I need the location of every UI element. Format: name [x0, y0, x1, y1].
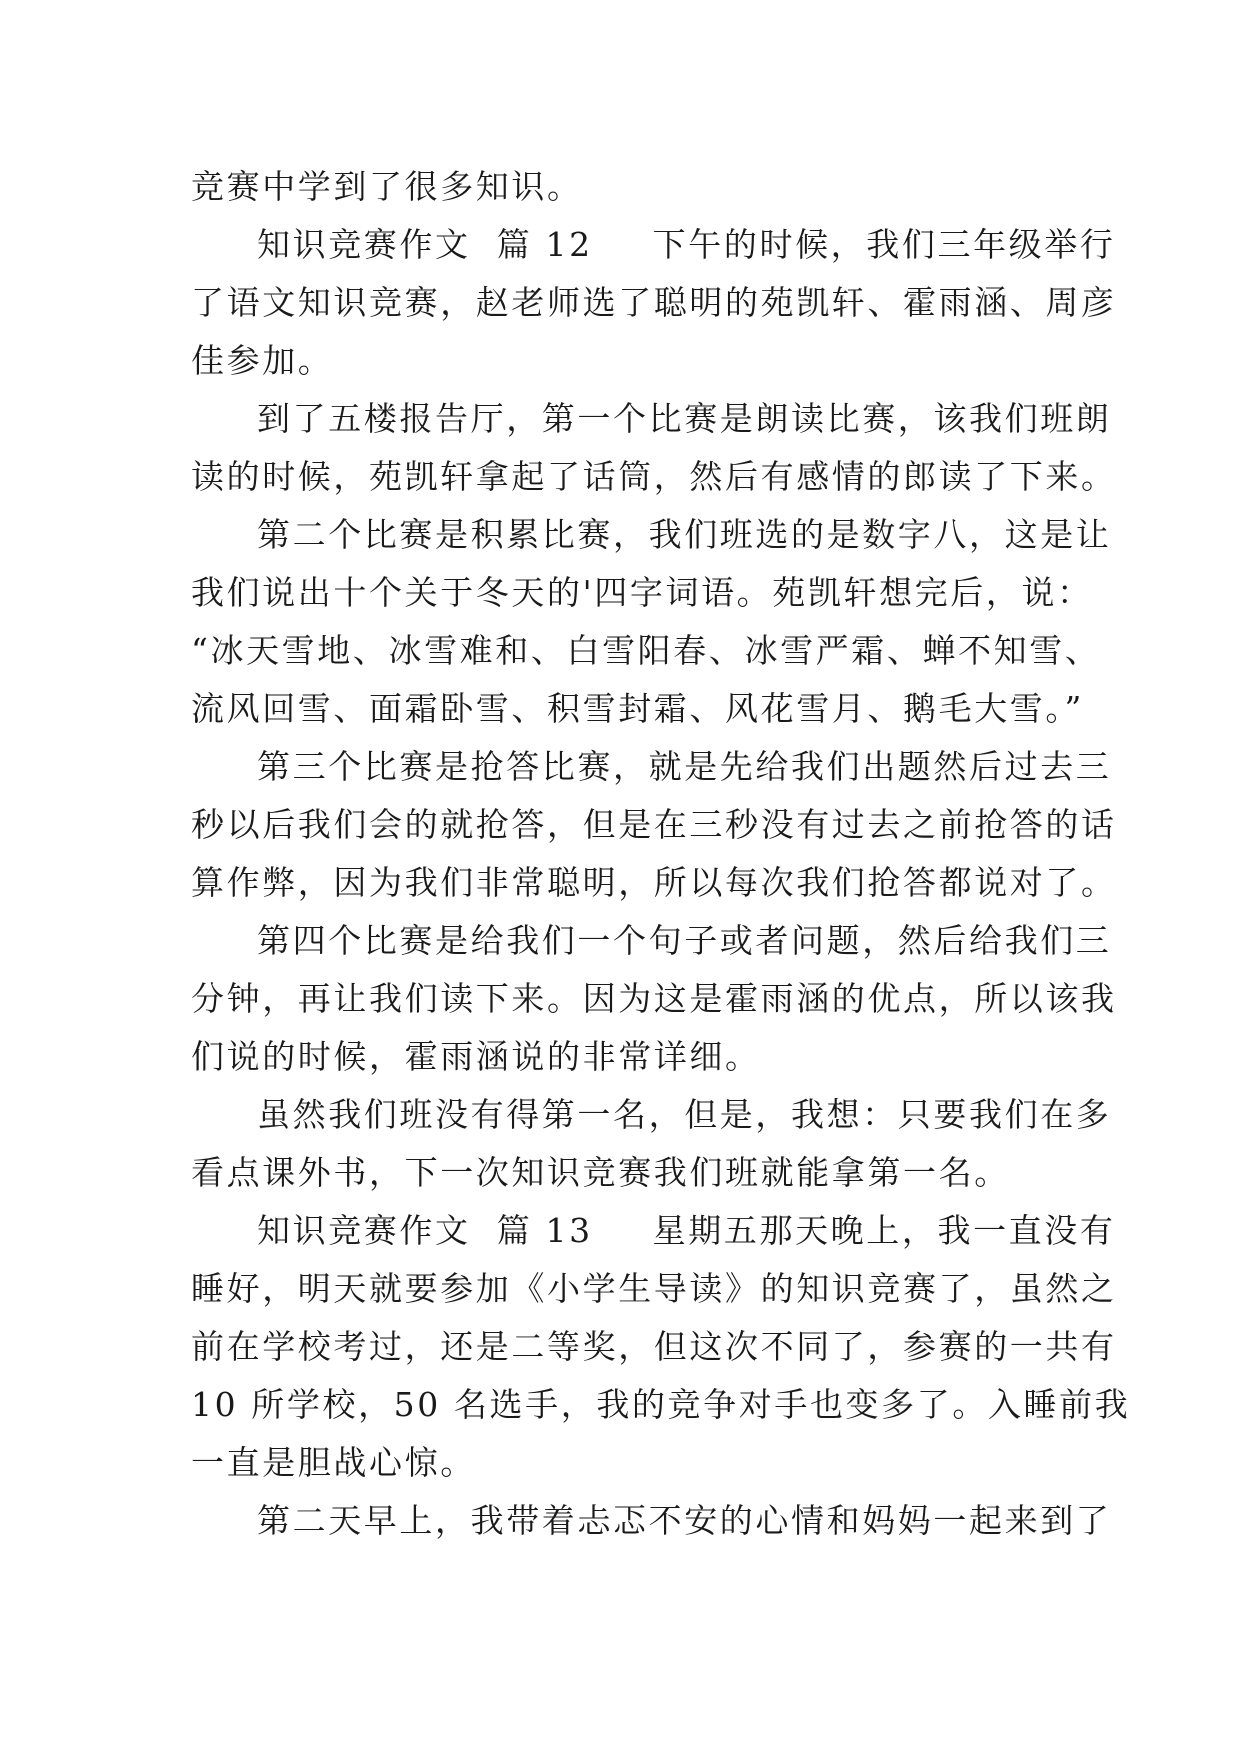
text-line: 第四个比赛是给我们一个句子或者问题，然后给我们三: [257, 921, 1112, 960]
text-line: 第三个比赛是抢答比赛，就是先给我们出题然后过去三: [257, 747, 1112, 786]
essay-heading-line: [191, 216, 1116, 274]
text-line: 分钟，再让我们读下来。因为这是霍雨涵的优点，所以该我: [191, 979, 1117, 1018]
essay-heading: 知识竞赛作文 篇 13: [257, 1211, 593, 1250]
text-line: 虽然我们班没有得第一名，但是，我想：只要我们在多: [257, 1095, 1112, 1134]
text-line: “冰天雪地、冰雪难和、白雪阳春、冰雪严霜、蝉不知雪、: [191, 631, 1101, 670]
text-line: 一直是胆战心惊。: [191, 1443, 476, 1482]
text-line: 流风回雪、面霜卧雪、积雪封霜、风花雪月、鹅毛大雪。”: [191, 689, 1084, 728]
text-line: 10 所学校，50 名选手，我的竞争对手也变多了。入睡前我: [191, 1385, 1131, 1424]
text-line: 了语文知识竞赛，赵老师选了聪明的苑凯轩、霍雨涵、周彦: [191, 283, 1117, 322]
text-line-tail: 星期五那天晚上，我一直没有: [652, 1211, 1116, 1250]
text-line-tail: 下午的时候，我们三年级举行: [652, 225, 1116, 264]
text-line: 算作弊，因为我们非常聪明，所以每次我们抢答都说对了。: [191, 863, 1117, 902]
text-line: 佳参加。: [191, 341, 334, 380]
text-line: 睡好，明天就要参加《小学生导读》的知识竞赛了，虽然之: [191, 1269, 1117, 1308]
text-line: 竞赛中学到了很多知识。: [191, 167, 583, 206]
essay-heading-line: [191, 1202, 1116, 1260]
text-line: 看点课外书，下一次知识竞赛我们班就能拿第一名。: [191, 1153, 1010, 1192]
text-line: 读的时候，苑凯轩拿起了话筒，然后有感情的郎读了下来。: [191, 457, 1117, 496]
text-line: 秒以后我们会的就抢答，但是在三秒没有过去之前抢答的话: [191, 805, 1117, 844]
text-line: 第二个比赛是积累比赛，我们班选的是数字八，这是让: [257, 515, 1112, 554]
text-line: 到了五楼报告厅，第一个比赛是朗读比赛，该我们班朗: [257, 399, 1112, 438]
text-line: 前在学校考过，还是二等奖，但这次不同了，参赛的一共有: [191, 1327, 1117, 1366]
text-line: 第二天早上，我带着忐忑不安的心情和妈妈一起来到了: [257, 1501, 1112, 1540]
text-line: 们说的时候，霍雨涵说的非常详细。: [191, 1037, 761, 1076]
essay-heading: 知识竞赛作文 篇 12: [257, 225, 593, 264]
body-text: [191, 158, 1131, 1550]
text-line: 我们说出十个关于冬天的'四字词语。苑凯轩想完后，说：: [191, 573, 1093, 612]
